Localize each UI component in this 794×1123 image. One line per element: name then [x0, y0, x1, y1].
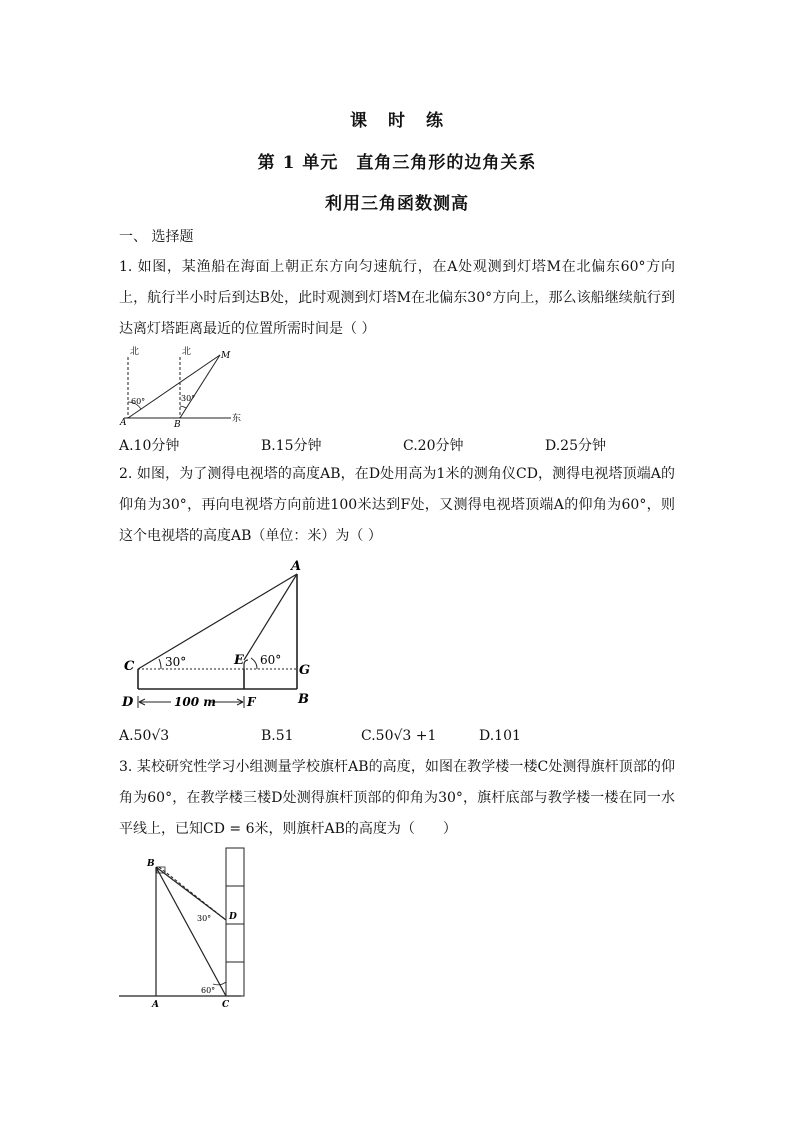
point-C-label: C — [222, 1000, 230, 1010]
question-2-text: 如图，为了测得电视塔的高度AB，在D处用高为1米的测角仪CD，测得电视塔顶端A的仰角为30°，再向电视塔方向前进100米达到F处，又测得电视塔顶端A的仰角为60°，则这个电视塔的高度AB（单位：米）为（ ） — [119, 466, 675, 544]
angle-60-label: 60° — [201, 986, 216, 995]
option-b[interactable]: B.51 — [261, 728, 294, 744]
lesson-title: 利用三角函数测高 — [325, 194, 469, 214]
figure-2-tv-tower — [119, 556, 319, 716]
angle-60-label: 60° — [260, 653, 282, 667]
distance-label: 100 m — [174, 695, 216, 709]
question-1-number: 1. — [119, 259, 133, 275]
point-A-label: A — [291, 559, 302, 574]
option-c[interactable]: C.50√3 +1 — [361, 728, 437, 744]
question-3-text: 某校研究性学习小组测量学校旗杆AB的高度，如图在教学楼一楼C处测得旗杆顶部的仰角为60°，在教学楼三楼D处测得旗杆顶部的仰角为30°，旗杆底部与教学楼一楼在同一水平线上，已知CD = 6米，则旗杆AB的高度为（ ） — [119, 759, 675, 837]
title-char: 练 — [426, 111, 444, 131]
section-heading: 一、 选择题 — [119, 229, 194, 245]
angle-30-label: 30° — [181, 394, 196, 403]
option-c[interactable]: C.20分钟 — [403, 438, 464, 454]
question-2 — [119, 459, 675, 552]
point-F-label: F — [247, 695, 256, 709]
north-label-2: 北 — [182, 347, 192, 357]
angle-30-label: 30° — [197, 914, 212, 923]
angle-30-label: 30° — [165, 655, 187, 669]
north-label-1: 北 — [130, 347, 140, 357]
question-3 — [119, 752, 675, 845]
question-1-text: 如图，某渔船在海面上朝正东方向匀速航行，在A处观测到灯塔M在北偏东60°方向上，航行半小时后到达B处，此时观测到灯塔M在北偏东30°方向上，那么该船继续航行到达离灯塔距离最近的位置所需时间是（ ） — [119, 259, 675, 337]
unit-title: 第 1 单元 直角三角形的边角关系 — [257, 153, 537, 173]
point-D-label: D — [229, 912, 237, 922]
point-B-label: B — [147, 859, 155, 869]
question-2-number: 2. — [119, 466, 133, 482]
option-b[interactable]: B.15分钟 — [261, 438, 322, 454]
point-C-label: C — [124, 659, 135, 674]
point-D-label: D — [122, 695, 134, 710]
point-M-label: M — [221, 351, 231, 361]
point-B-label: B — [174, 420, 181, 430]
figure-1-ship-lighthouse — [119, 345, 249, 430]
angle-60-label: 60° — [131, 397, 146, 406]
point-B-label: B — [298, 692, 309, 707]
title-char: 课 — [350, 111, 368, 131]
option-d[interactable]: D.101 — [479, 728, 521, 744]
option-a[interactable]: A.50√3 — [119, 728, 170, 744]
option-a[interactable]: A.10分钟 — [119, 438, 180, 454]
option-d[interactable]: D.25分钟 — [545, 438, 606, 454]
question-1 — [119, 252, 675, 345]
point-A-label: A — [120, 418, 127, 428]
east-label: 东 — [232, 414, 242, 424]
point-E-label: E — [234, 653, 244, 668]
worksheet-title — [0, 106, 794, 131]
point-A-label: A — [152, 1000, 159, 1010]
question-3-number: 3. — [119, 759, 133, 775]
title-char: 时 — [388, 111, 406, 131]
point-G-label: G — [299, 663, 311, 678]
figure-3-flagpole — [119, 844, 259, 1014]
